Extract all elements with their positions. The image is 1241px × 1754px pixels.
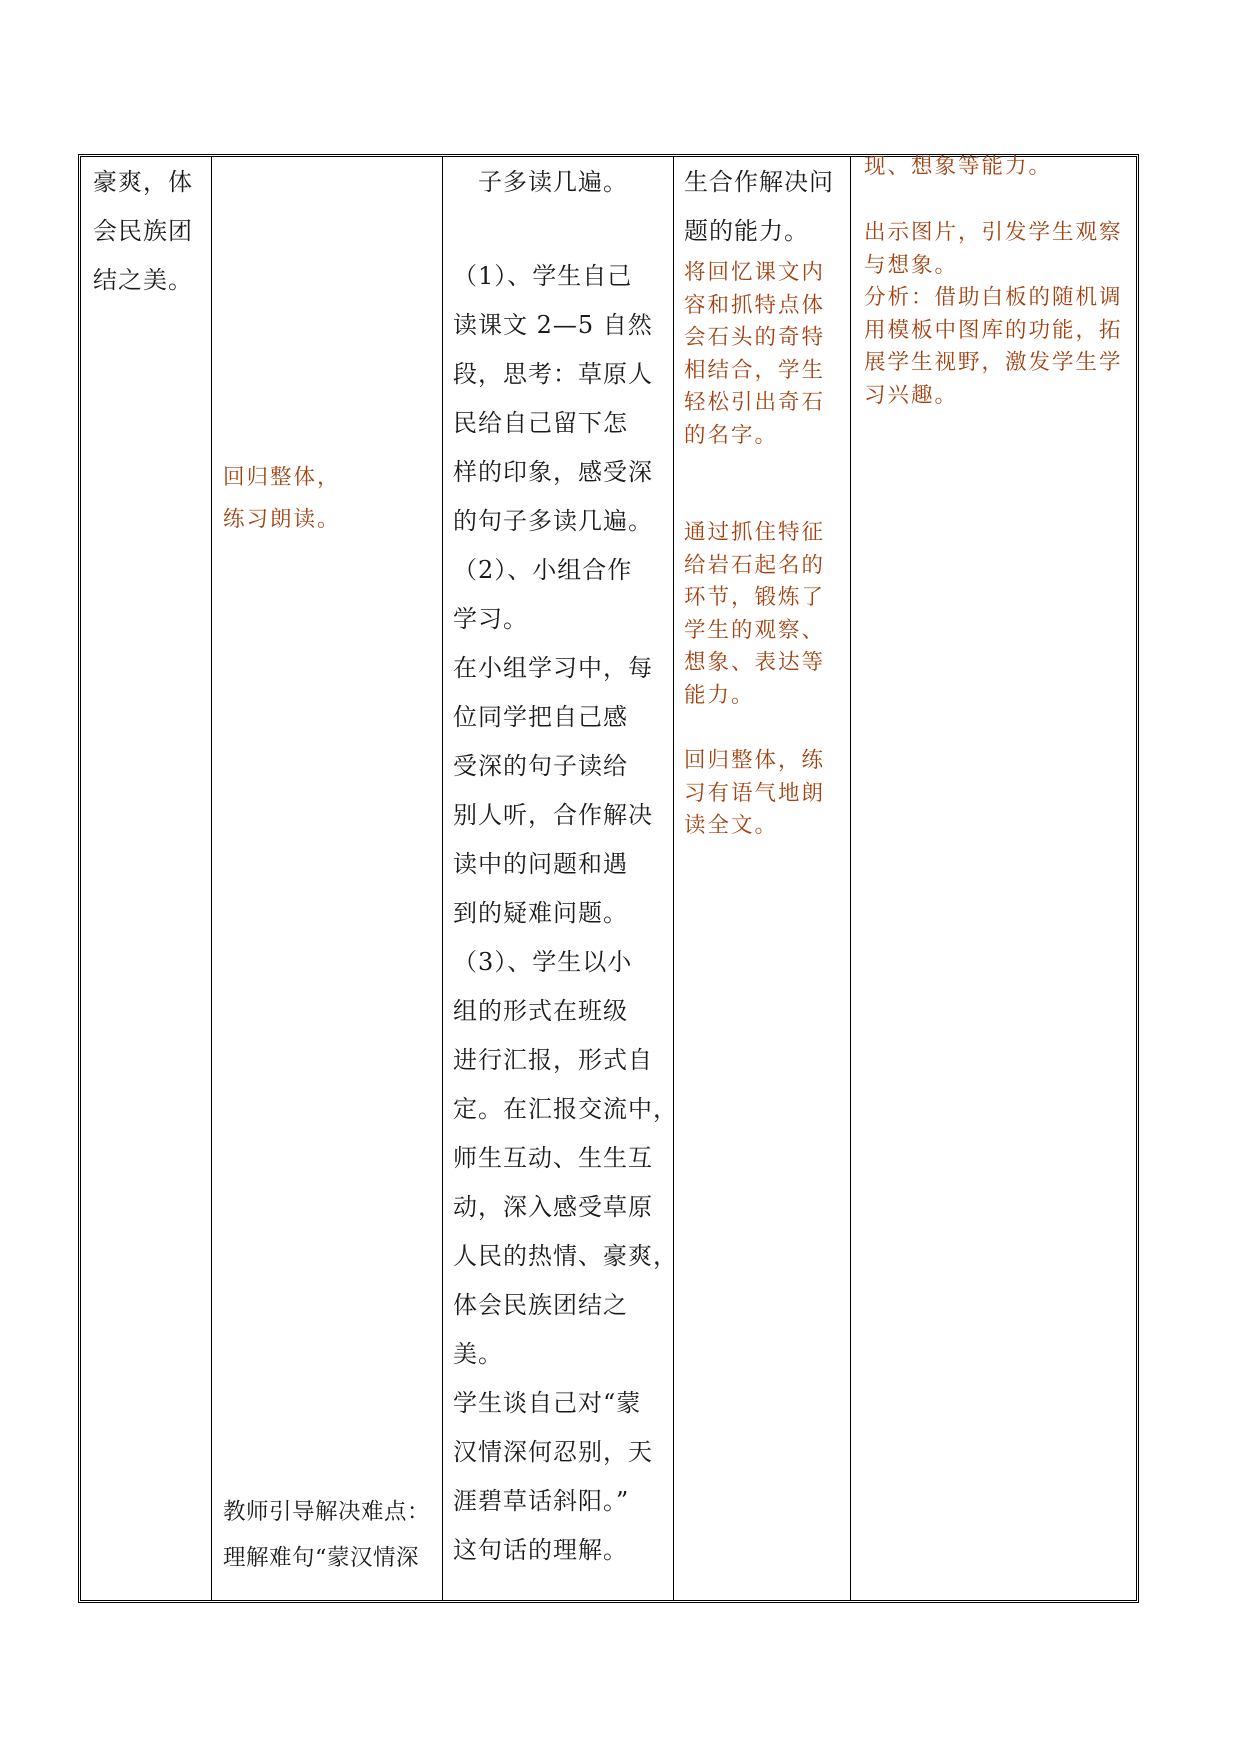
teacher-activity-cell <box>212 157 440 1600</box>
text-line: 民给自己留下怎 <box>453 409 628 437</box>
text-line: 样的印象，感受深 <box>453 458 653 486</box>
text-line: 组的形式在班级 <box>453 997 628 1025</box>
text-line: （1）、学生自己 <box>453 262 633 290</box>
text-line: 习有语气地朗 <box>684 780 826 806</box>
design-intent-cell <box>674 157 848 1600</box>
text-line: 回归整体，练 <box>684 748 826 773</box>
text-block <box>453 252 678 1575</box>
text-line: 涯碧草话斜阳。” <box>453 1487 630 1515</box>
text-block <box>453 158 628 207</box>
text-line: （2）、小组合作 <box>453 556 633 584</box>
text-line: 别人听，合作解决 <box>453 801 653 829</box>
text-line: 体会民族团结之 <box>453 1291 628 1319</box>
text-line: 汉情深何忍别，天 <box>453 1438 653 1466</box>
text-line: 子多读几遍。 <box>453 168 628 196</box>
text-line: （3）、学生以小 <box>453 948 633 976</box>
text-line: 读中的问题和遇 <box>453 850 628 878</box>
text-line: 回归整体， <box>223 465 341 490</box>
text-line: 练习朗读。 <box>223 507 341 532</box>
text-line: 段，思考：草原人 <box>453 360 653 388</box>
text-line: 理解难句“蒙汉情深 <box>223 1545 420 1571</box>
text-line: 动，深入感受草原 <box>453 1193 653 1221</box>
text-line: 师生互动、生生互 <box>453 1144 653 1172</box>
text-line: 学习。 <box>453 605 528 633</box>
text-line: 出示图片，引发学生观察 <box>864 220 1123 245</box>
text-line: 将回忆课文内 <box>684 260 826 285</box>
lesson-plan-table <box>78 154 1139 1603</box>
text-block <box>864 217 1123 412</box>
text-line: 读全文。 <box>684 813 779 838</box>
text-line: 到的疑难问题。 <box>453 899 628 927</box>
text-block <box>684 257 825 452</box>
media-usage-cell <box>851 154 1136 1600</box>
text-line: 学生的观察、 <box>684 617 826 643</box>
teacher-guidance <box>223 1489 430 1581</box>
text-line: 给岩石起名的 <box>684 552 826 578</box>
text-line: 容和抓特点体 <box>684 292 826 318</box>
text-line: 轻松引出奇石 <box>684 390 826 415</box>
text-line: 这句话的理解。 <box>453 1536 628 1564</box>
text-block <box>864 151 1052 184</box>
text-line: 教师引导解决难点： <box>223 1499 431 1525</box>
text-line: 会石头的奇特 <box>684 325 826 350</box>
text-block <box>684 745 825 843</box>
text-line: 人民的热情、豪爽， <box>453 1242 678 1270</box>
text-line: 生合作解决问 <box>684 168 834 196</box>
text-line: 习兴趣。 <box>864 382 959 408</box>
text-line: 题的能力。 <box>684 217 809 245</box>
text-line: 豪爽，体 <box>93 168 193 196</box>
text-line: 进行汇报，形式自 <box>453 1046 653 1074</box>
text-line: 现、想象等能力。 <box>864 154 1053 179</box>
text-line: 在小组学习中，每 <box>453 654 653 682</box>
text-line: 定。在汇报交流中， <box>453 1095 678 1123</box>
text-block <box>684 158 834 256</box>
text-line: 环节，锻炼了 <box>684 585 826 610</box>
text-line: 学生谈自己对“蒙 <box>453 1389 642 1417</box>
text-line: 能力。 <box>684 682 755 708</box>
text-line: 用模板中图库的功能，拓 <box>864 317 1123 343</box>
text-line: 展学生视野，激发学生学 <box>864 350 1123 375</box>
text-block <box>684 517 825 712</box>
text-line: 受深的句子读给 <box>453 752 628 780</box>
teacher-note <box>223 457 341 541</box>
text-line: 想象、表达等 <box>684 650 826 675</box>
text-line: 读课文 2—5 自然 <box>453 311 653 339</box>
student-activity-cell <box>443 157 678 1600</box>
text-line: 的名字。 <box>684 422 779 448</box>
text-line: 的句子多读几遍。 <box>453 507 653 535</box>
text-line: 结之美。 <box>93 266 193 294</box>
text-line: 分析：借助白板的随机调 <box>864 285 1123 310</box>
text-line: 与想象。 <box>864 252 959 278</box>
text-line: 位同学把自己感 <box>453 703 628 731</box>
text-line: 美。 <box>453 1340 503 1368</box>
text-line: 相结合，学生 <box>684 357 826 383</box>
objectives-cell <box>93 158 208 1600</box>
text-line: 通过抓住特征 <box>684 520 826 545</box>
text-line: 会民族团 <box>93 217 193 245</box>
